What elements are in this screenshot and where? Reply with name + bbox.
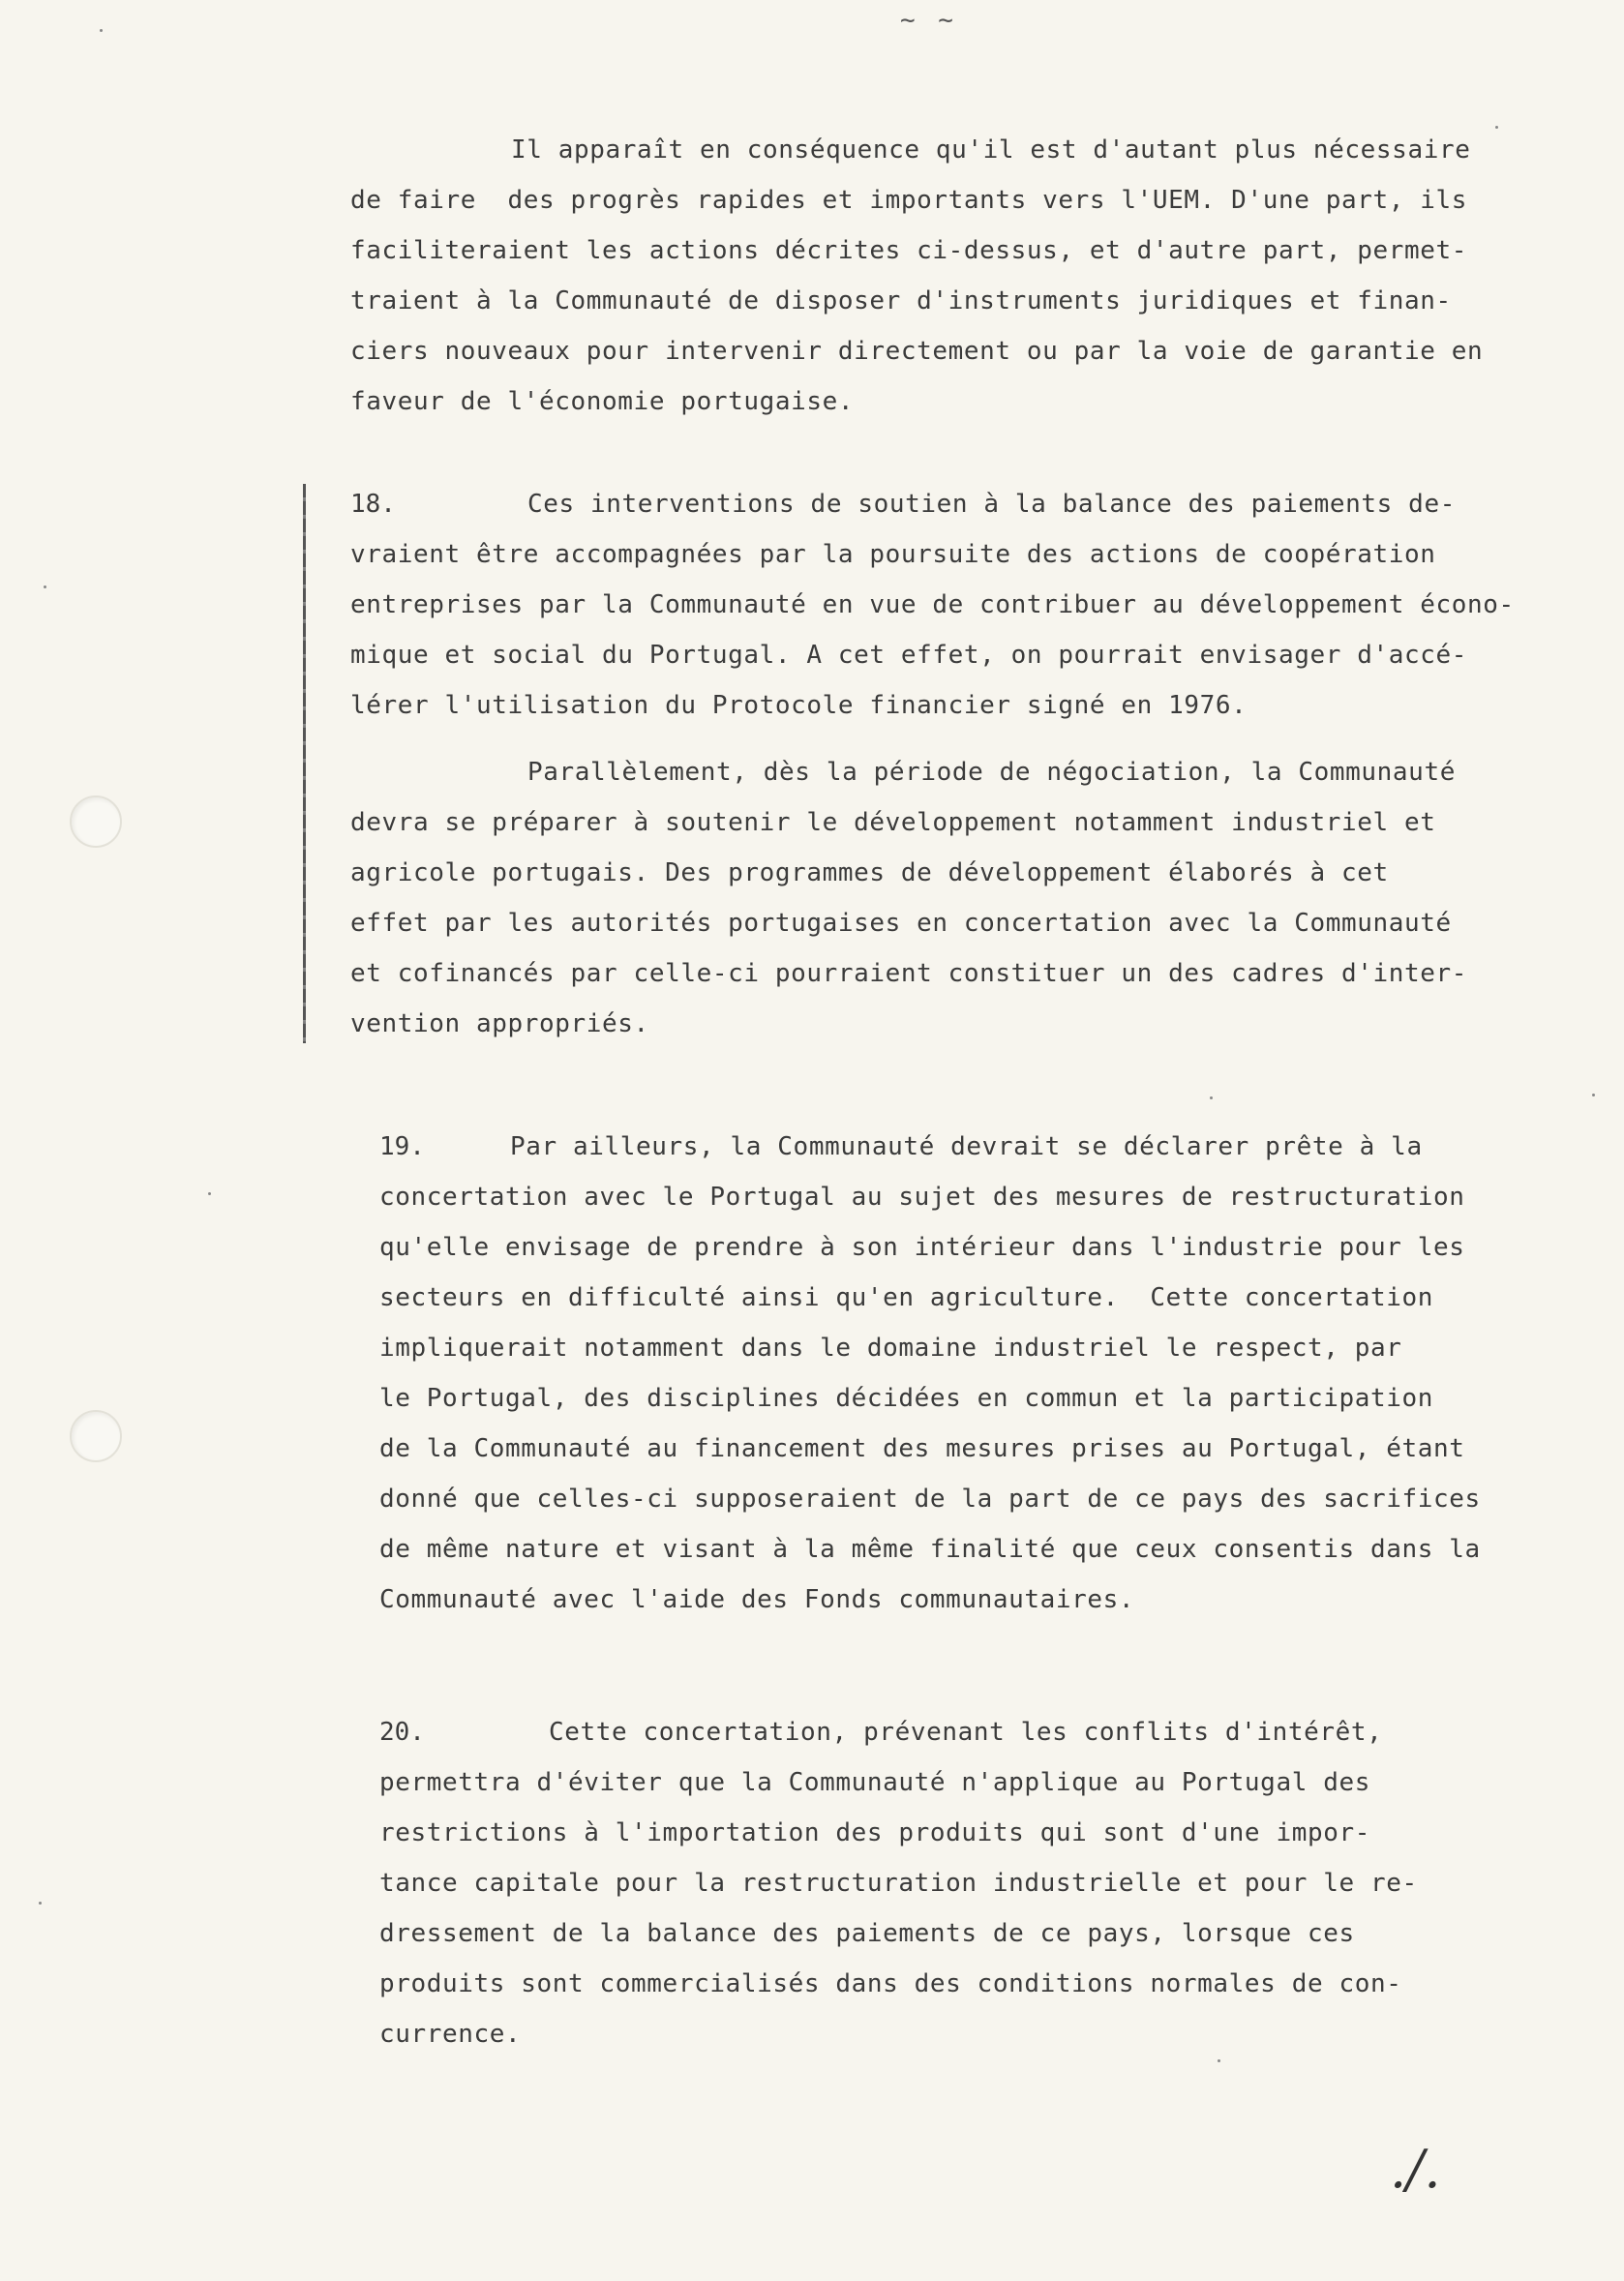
text-line: vention appropriés. <box>350 1009 649 1038</box>
text-line: ciers nouveaux pour intervenir directement ou par la voie de garantie en <box>350 337 1484 366</box>
text-line: Communauté avec l'aide des Fonds communautaires. <box>379 1585 1135 1614</box>
text-line: tance capitale pour la restructuration industrielle et pour le re- <box>379 1869 1418 1898</box>
text-line: effet par les autorités portugaises en concertation avec la Communauté <box>350 909 1452 938</box>
text-line: currence. <box>379 2020 522 2049</box>
speck <box>208 1192 211 1195</box>
text-line: devra se préparer à soutenir le développement notamment industriel et <box>350 808 1436 837</box>
speck <box>1495 126 1498 129</box>
text-line: produits sont commercialisés dans des conditions normales de con- <box>379 1969 1402 1998</box>
text-line: Parallèlement, dès la période de négociation, la Communauté <box>527 758 1456 787</box>
paragraph-number: 19. <box>379 1132 425 1161</box>
text-line: faciliteraient les actions décrites ci-dessus, et d'autre part, permet- <box>350 236 1467 265</box>
speck <box>1218 2059 1220 2062</box>
speck <box>1210 1096 1213 1099</box>
text-line: et cofinancés par celle-ci pourraient constituer un des cadres d'inter- <box>350 959 1467 988</box>
text-line: de même nature et visant à la même finalité que ceux consentis dans la <box>379 1535 1481 1564</box>
speck <box>1592 1094 1595 1096</box>
speck <box>39 1902 42 1905</box>
text-line: restrictions à l'importation des produits qui sont d'une impor- <box>379 1818 1370 1847</box>
text-line: vraient être accompagnées par la poursuite des actions de coopération <box>350 540 1436 569</box>
text-line: lérer l'utilisation du Protocole financier signé en 1976. <box>350 691 1248 720</box>
paragraph-number: 20. <box>379 1718 425 1747</box>
text-line: donné que celles-ci supposeraient de la part de ce pays des sacrifices <box>379 1485 1481 1514</box>
text-line: entreprises par la Communauté en vue de contribuer au développement écono- <box>350 590 1515 619</box>
text-line: dressement de la balance des paiements de ce pays, lorsque ces <box>379 1919 1355 1948</box>
text-line: mique et social du Portugal. A cet effet, on pourrait envisager d'accé- <box>350 641 1467 670</box>
text-line: Par ailleurs, la Communauté devrait se déclarer prête à la <box>510 1132 1423 1161</box>
text-line: de la Communauté au financement des mesures prises au Portugal, étant <box>379 1434 1465 1463</box>
text-line: Ces interventions de soutien à la balance des paiements de- <box>527 490 1456 519</box>
punch-hole-bottom <box>70 1410 122 1462</box>
text-line: Cette concertation, prévenant les conflits d'intérêt, <box>549 1718 1383 1747</box>
paragraph-number: 18. <box>350 490 396 519</box>
punch-hole-top <box>70 795 122 848</box>
text-line: le Portugal, des disciplines décidées en commun et la participation <box>379 1384 1433 1413</box>
top-mark: ~ ~ <box>900 6 957 35</box>
text-line: agricole portugais. Des programmes de développement élaborés à cet <box>350 858 1389 887</box>
text-line: Il apparaît en conséquence qu'il est d'autant plus nécessaire <box>511 135 1471 165</box>
text-line: secteurs en difficulté ainsi qu'en agriculture. Cette concertation <box>379 1283 1433 1312</box>
margin-bar <box>303 484 306 1043</box>
text-line: faveur de l'économie portugaise. <box>350 387 855 416</box>
speck <box>44 585 46 588</box>
speck <box>100 29 103 32</box>
text-line: qu'elle envisage de prendre à son intérieur dans l'industrie pour les <box>379 1233 1465 1262</box>
text-line: concertation avec le Portugal au sujet des mesures de restructuration <box>379 1183 1465 1212</box>
text-line: permettra d'éviter que la Communauté n'applique au Portugal des <box>379 1768 1370 1797</box>
text-line: de faire des progrès rapides et importants vers l'UEM. D'une part, ils <box>350 186 1467 215</box>
text-line: impliquerait notamment dans le domaine industriel le respect, par <box>379 1334 1402 1363</box>
text-line: traient à la Communauté de disposer d'instruments juridiques et finan- <box>350 286 1452 315</box>
continuation-mark: ./. <box>1390 2139 1441 2200</box>
